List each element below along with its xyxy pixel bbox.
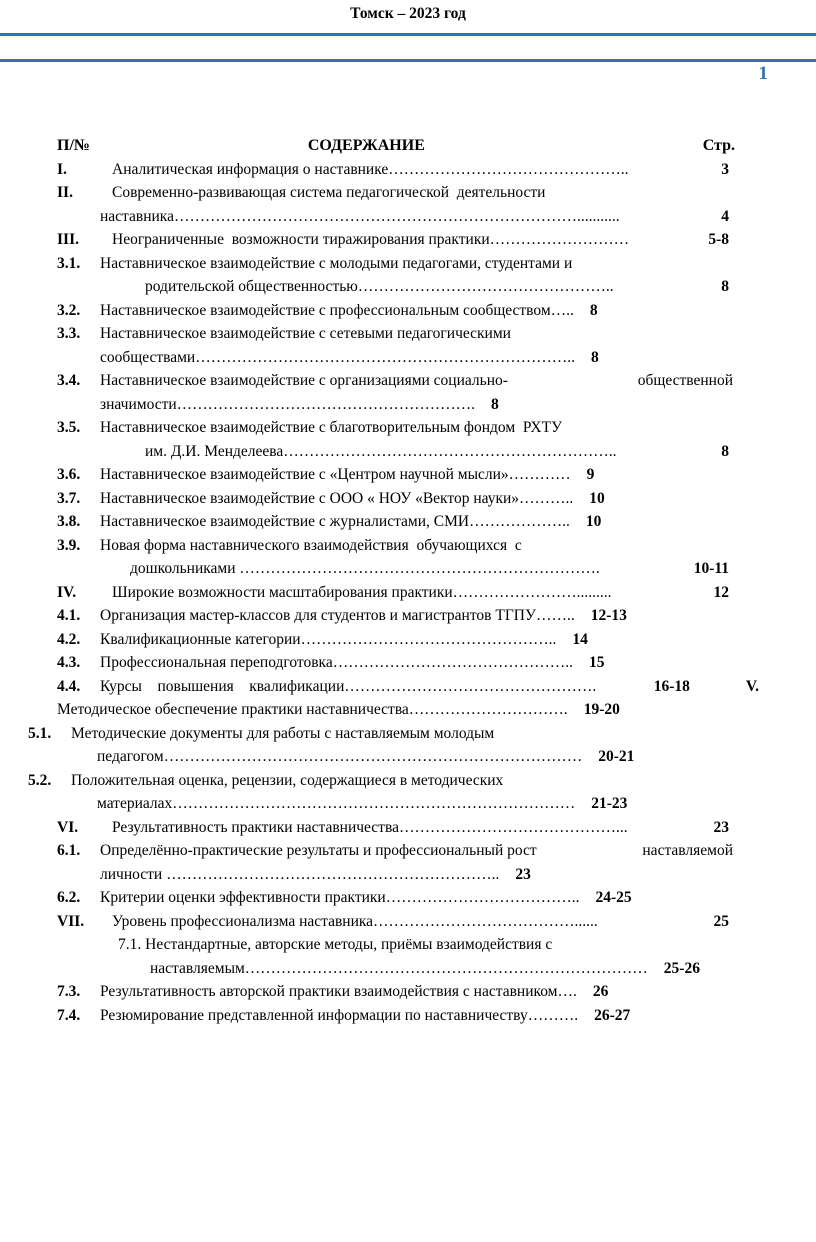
toc-entry-text: Результативность авторской практики взаимодействия с наставником…. [100, 983, 577, 1000]
toc-entry-text: Наставническое взаимодействие с сетевыми педагогическими [100, 325, 511, 342]
toc-entry-wrapped-word: общественной [637, 372, 733, 389]
header-rule-top [0, 33, 816, 36]
toc-entry-next-section-number: V. [745, 677, 759, 695]
toc-entry-content [100, 181, 759, 205]
toc-entry-number: 3.4. [57, 372, 81, 389]
toc-entry-content [100, 816, 759, 840]
toc-entry-page: 23 [515, 865, 531, 883]
toc-entry-page: 25 [713, 912, 729, 930]
toc-entry-number: 3.3. [57, 325, 81, 342]
toc-entry-number: 3.9. [57, 536, 81, 554]
toc-entry-text: Наставническое взаимодействие с профессиональным сообществом….. [100, 301, 574, 319]
toc-entry-content [100, 557, 759, 581]
toc-line [57, 369, 759, 393]
toc-entry-number: 3.7. [57, 489, 81, 507]
toc-entry-text: Новая форма наставнического взаимодействия обучающихся с [100, 536, 522, 554]
toc-entry-text: Результативность практики наставничества……………………………………... [112, 818, 628, 836]
toc-entry-content [100, 322, 759, 346]
toc-entry-number: 3.2. [57, 301, 81, 319]
toc-line [57, 980, 759, 1004]
toc-entry-content [100, 863, 759, 887]
toc-line [57, 440, 759, 464]
toc-entry-text: педагогом……………………………………………………………………… [97, 748, 583, 765]
toc-entry-page: 19-20 [583, 701, 620, 718]
toc-column-number-label: П/№ [57, 137, 90, 154]
toc-entry-text: Определённо-практические результаты и профессиональный рост [100, 842, 537, 859]
toc-entry-text: 7.1. Нестандартные, авторские методы, приёмы взаимодействия с [118, 936, 553, 953]
toc-entry-page: 8 [590, 348, 599, 366]
toc-line [57, 863, 759, 887]
toc-entry-number [57, 863, 100, 887]
toc-entry-number [57, 557, 100, 581]
toc-entry-page: 8 [721, 278, 729, 295]
toc-line [57, 675, 759, 699]
toc-entry-wrapped-word: наставляемой [642, 842, 733, 859]
toc-line [57, 252, 759, 276]
toc-entry-page: 14 [572, 630, 588, 648]
toc-entry-number: I. [57, 160, 67, 178]
toc-entry-content [100, 510, 759, 534]
toc-line [57, 463, 759, 487]
toc-entry-content [71, 769, 759, 793]
toc-entry-content [100, 933, 759, 957]
toc-entry-content [100, 628, 759, 652]
toc-entry-text: Положительная оценка, рецензии, содержащиеся в методических [71, 771, 504, 789]
toc-entry-text: Методическое обеспечение практики наставничества…………………………. [57, 701, 568, 718]
toc-entry-page: 26-27 [594, 1006, 631, 1024]
toc-line [57, 158, 759, 182]
toc-entry-content [100, 957, 759, 981]
toc-entry-number: 4.1. [57, 607, 81, 624]
toc-entry-text: дошкольниками ……………………………………………………………. [130, 560, 600, 577]
toc-entry-text: Наставническое взаимодействие с молодыми педагогами, студентами и [100, 254, 573, 272]
toc-line [57, 792, 759, 816]
header-rule-bottom [0, 59, 816, 62]
toc-entry-content [100, 393, 759, 417]
toc-entry-page: 9 [586, 466, 595, 483]
toc-line [57, 181, 759, 205]
toc-entry-number: 3.8. [57, 513, 81, 530]
toc-line [57, 1004, 759, 1028]
toc-entry-page: 12-13 [590, 607, 627, 624]
toc-entry-content [100, 440, 759, 464]
toc-entry-number [57, 205, 100, 229]
toc-line [57, 933, 759, 957]
toc-entry-text: Современно-развивающая система педагогической деятельности [112, 184, 546, 201]
toc-entry-content [100, 158, 759, 182]
toc-line [57, 816, 759, 840]
toc-line [57, 275, 759, 299]
toc-line [28, 722, 759, 746]
toc-entry-number: 4.2. [57, 630, 81, 648]
toc-line [57, 534, 759, 558]
toc-line [57, 957, 759, 981]
toc-column-title-label: СОДЕРЖАНИЕ [307, 137, 425, 154]
toc-entry-text: Профессиональная переподготовка……………………………………….. [100, 654, 573, 671]
toc-entry-text: значимости…………………………………………………. [100, 395, 476, 413]
toc-entry-number [57, 275, 100, 299]
toc-entry-text: Курсы повышения квалификации…………………………………………. [100, 677, 597, 695]
toc-line [57, 557, 759, 581]
toc-line [57, 393, 759, 417]
toc-entry-number: IV. [57, 583, 77, 601]
toc-entry-page: 24-25 [595, 889, 632, 906]
toc-entry-content [100, 651, 759, 675]
toc-entry-content [100, 839, 759, 863]
toc-entry-text: Методические документы для работы с наставляемым молодым [71, 724, 495, 742]
toc-entry-page: 15 [588, 654, 605, 671]
toc-entry-content [100, 886, 759, 910]
toc-line [57, 628, 759, 652]
toc-line [57, 510, 759, 534]
toc-entry-number: 7.3. [57, 983, 81, 1000]
toc-entry-content [57, 792, 759, 816]
toc-entry-content [100, 980, 759, 1004]
toc-entry-content [100, 252, 759, 276]
toc-entry-content [100, 1004, 759, 1028]
toc-line [57, 839, 759, 863]
toc-entry-number: 7.4. [57, 1006, 81, 1024]
toc-line [57, 487, 759, 511]
toc-entry-content [100, 275, 759, 299]
toc-entry-content [100, 228, 759, 252]
toc-entry-content [100, 205, 759, 229]
toc-column-page-label: Стр. [702, 137, 735, 154]
toc-line [57, 651, 759, 675]
toc-entry-number: 5.1. [28, 724, 52, 742]
toc-entry-page: 25-26 [663, 959, 700, 977]
toc-entry-page: 16-18 [653, 677, 690, 695]
toc-entry-text: родительской общественностью………………………………………….. [145, 278, 614, 295]
toc-entry-text: наставляемым…………………………………………………………………… [150, 959, 648, 977]
toc-entry-page: 26 [592, 983, 609, 1000]
toc-entry-content [100, 416, 759, 440]
document-header-title: Томск – 2023 год [350, 5, 466, 22]
toc-line [28, 769, 759, 793]
toc-entry-number: III. [57, 231, 79, 248]
toc-entry-text: Наставническое взаимодействие с журналистами, СМИ……………….. [100, 513, 570, 530]
toc-line [57, 299, 759, 323]
toc-entry-number: 6.2. [57, 889, 81, 906]
toc-entry-number: VI. [57, 818, 79, 836]
toc-entry-content [100, 487, 759, 511]
toc-entry-number: VII. [57, 912, 85, 930]
toc-entry-content [100, 675, 759, 699]
toc-entry-content [100, 463, 759, 487]
toc-entry-number: 3.6. [57, 466, 81, 483]
toc-entry-content [100, 910, 759, 934]
toc-line [57, 745, 759, 769]
toc-entry-page: 10 [589, 489, 605, 507]
toc-entry-text: Наставническое взаимодействие с «Центром научной мысли»………… [100, 466, 571, 483]
toc-entry-text: материалах…………………………………………………………………… [97, 795, 576, 812]
toc-entry-number: 4.4. [57, 677, 81, 695]
toc-entry-number [57, 957, 100, 981]
toc-entry-text: Квалификационные категории………………………………………….. [100, 630, 557, 648]
toc-entry-content [100, 604, 759, 628]
toc-entry-page: 23 [713, 818, 729, 836]
toc-line [57, 205, 759, 229]
toc-entry-text: сообществами……………………………………………………………….. [100, 348, 575, 366]
toc-entry-text: Критерии оценки эффективности практики……………………………….. [100, 889, 580, 906]
toc-entry-text: Организация мастер-классов для студентов и магистрантов ТГПУ…….. [100, 607, 575, 624]
toc-body [28, 158, 759, 1028]
toc-line [57, 416, 759, 440]
toc-line [57, 346, 759, 370]
toc-entry-content [100, 299, 759, 323]
toc-entry-number: 3.1. [57, 254, 81, 272]
page-number: 1 [758, 63, 768, 84]
toc-line [57, 228, 759, 252]
toc-entry-content [100, 346, 759, 370]
toc-entry-text: Наставническое взаимодействие с ООО « НОУ «Вектор науки»……….. [100, 489, 574, 507]
toc-entry-page: 8 [589, 301, 598, 319]
toc-entry-number: 4.3. [57, 654, 81, 671]
toc-entry-text: Неограниченные возможности тиражирования практики……………………… [112, 231, 630, 248]
toc-entry-content [100, 534, 759, 558]
toc-entry-text: Наставническое взаимодействие с благотворительным фондом РХТУ [100, 419, 563, 436]
toc-entry-text: Широкие возможности масштабирования практики……………………......... [112, 583, 612, 601]
toc-entry-content [57, 698, 759, 722]
toc-entry-page: 10 [585, 513, 602, 530]
toc-entry-page: 4 [721, 207, 729, 225]
toc-entry-number [57, 346, 100, 370]
toc-line [57, 910, 759, 934]
toc-entry-number: 5.2. [28, 771, 52, 789]
toc-entry-page: 10-11 [693, 560, 729, 577]
toc-entry-text: личности ……………………………………………………….. [100, 865, 500, 883]
toc-line [57, 604, 759, 628]
toc-line [57, 886, 759, 910]
toc-entry-number: II. [57, 184, 73, 201]
toc-entry-page: 20-21 [598, 748, 635, 765]
toc-entry-text: Уровень профессионализма наставника…………………………………...... [112, 912, 598, 930]
toc-entry-page: 8 [721, 442, 729, 460]
toc-entry-number: 3.5. [57, 419, 81, 436]
toc-entry-page: 12 [713, 583, 729, 601]
toc-entry-text: Наставническое взаимодействие с организациями социально- [100, 372, 508, 389]
toc-entry-text: наставника……………………………………………………………………........... [100, 207, 620, 225]
toc-entry-text: им. Д.И. Менделеева……………………………………………………….. [145, 442, 617, 460]
toc-entry-content [71, 722, 759, 746]
toc-line [57, 581, 759, 605]
toc-entry-text: Аналитическая информация о наставнике……………………………………….. [112, 160, 629, 178]
toc-entry-page: 21-23 [591, 795, 628, 812]
toc-header-row [57, 134, 759, 158]
toc-entry-content [57, 745, 759, 769]
toc-entry-number [57, 933, 100, 957]
toc-entry-content [100, 369, 759, 393]
toc-entry-content [100, 581, 759, 605]
toc-entry-number: 6.1. [57, 842, 81, 859]
toc-entry-number [57, 393, 100, 417]
toc-entry-number [57, 440, 100, 464]
toc-entry-text: Резюмирование представленной информации по наставничеству………. [100, 1006, 579, 1024]
toc-entry-page: 5-8 [708, 231, 729, 248]
toc-entry-page: 8 [491, 395, 499, 413]
toc-entry-page: 3 [721, 160, 729, 178]
table-of-contents [28, 134, 759, 1027]
toc-line [57, 322, 759, 346]
toc-line [57, 698, 759, 722]
